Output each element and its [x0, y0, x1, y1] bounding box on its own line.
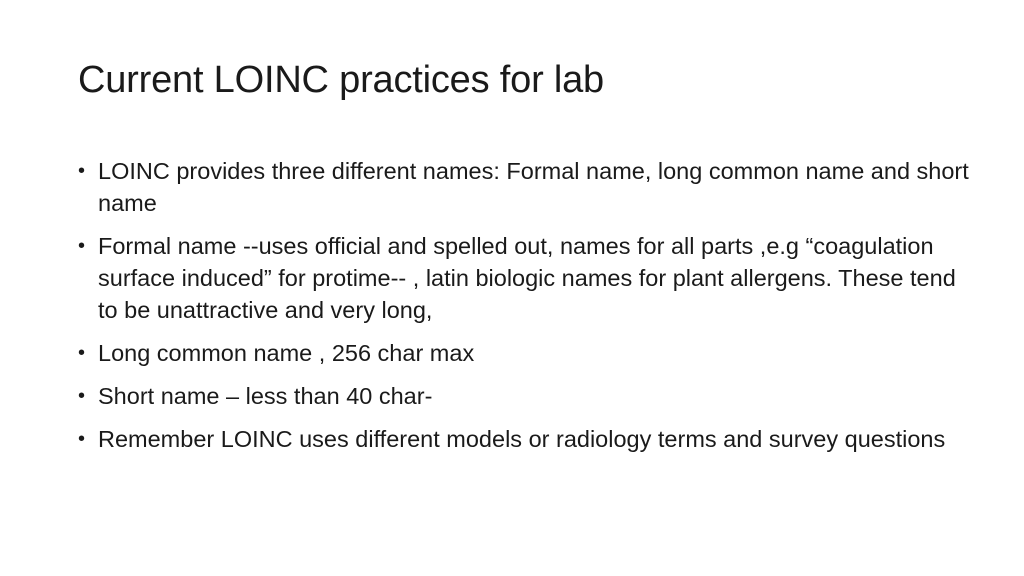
- bullet-text: LOINC provides three different names: Formal name, long common name and short name: [98, 158, 969, 216]
- bullet-list: [78, 155, 978, 466]
- bullet-dot-icon: •: [78, 342, 86, 364]
- bullet-item-5: [78, 423, 978, 455]
- bullet-dot-icon: •: [78, 385, 86, 407]
- bullet-text: Remember LOINC uses different models or radiology terms and survey questions: [98, 426, 946, 452]
- bullet-dot-icon: •: [78, 235, 86, 257]
- bullet-text: Long common name , 256 char max: [98, 340, 475, 366]
- bullet-dot-icon: •: [78, 160, 86, 182]
- bullet-text: Short name – less than 40 char-: [98, 383, 433, 409]
- slide-title: Current LOINC practices for lab: [78, 59, 604, 101]
- bullet-item-4: [78, 380, 978, 412]
- bullet-item-3: [78, 337, 978, 369]
- bullet-text: Formal name --uses official and spelled out, names for all parts ,e.g “coagulation surface induced” for protime-- , latin biologic names for plant allergens. These tend to be unattractive and very long,: [98, 233, 956, 323]
- bullet-dot-icon: •: [78, 428, 86, 450]
- bullet-item-2: [78, 230, 978, 326]
- bullet-item-1: [78, 155, 978, 219]
